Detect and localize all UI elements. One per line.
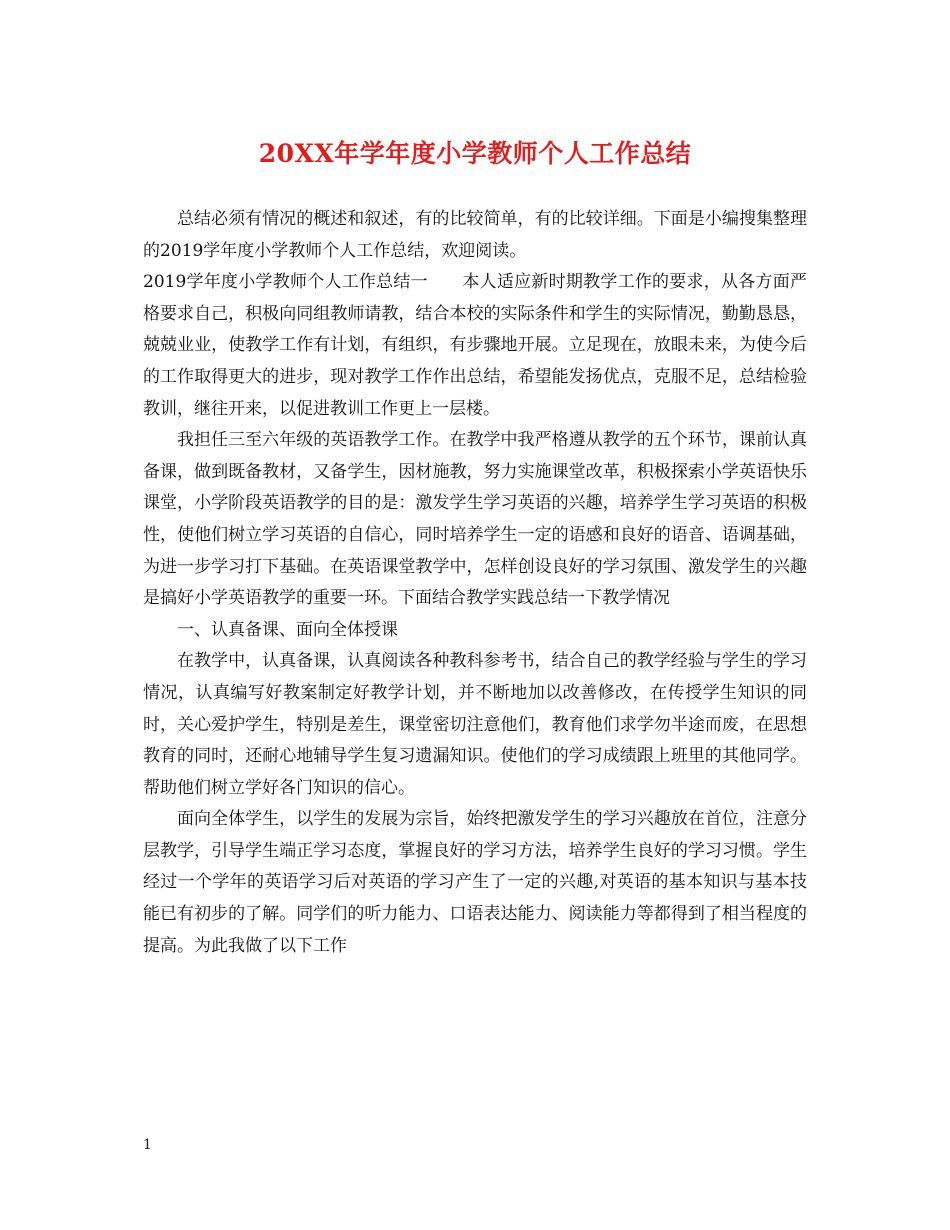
section-heading-one: 一、认真备课、面向全体授课 [177, 619, 398, 640]
paragraph-summary-one: 2019学年度小学教师个人工作总结一 本人适应新时期教学工作的要求，从各方面严格要求自己，积极向同组教师请教，结合本校的实际条件和学生的实际情况，勤勤恳恳，兢兢业业，使教学工作有计划，有组织，有步骤地开展。立足现在，放眼未来，为使今后的工作取得更大的进步，现对教学工作作出总结，希望能发扬优点，克服不足，总结检验教训，继往开来，以促进教训工作更上一层楼。 [143, 272, 807, 419]
document-body [143, 204, 807, 962]
paragraph-whole-class: 面向全体学生，以学生的发展为宗旨，始终把激发学生的学习兴趣放在首位，注意分层教学，引导学生端正学习态度，掌握良好的学习方法，培养学生良好的学习习惯。学生经过一个学年的英语学习后对英语的学习产生了一定的兴趣,对英语的基本知识与基本技能已有初步的了解。同学们的听力能力、口语表达能力、阅读能力等都得到了相当程度的提高。为此我做了以下工作 [143, 809, 807, 956]
document-title: 20XX年学年度小学教师个人工作总结 [258, 139, 692, 168]
paragraph-lesson-preparation: 在教学中，认真备课，认真阅读各种教科参考书，结合自己的教学经验与学生的学习情况，认真编写好教案制定好教学计划，并不断地加以改善修改，在传授学生知识的同时，关心爱护学生，特别是差生，课堂密切注意他们，教育他们求学勿半途而废，在思想教育的同时，还耐心地辅导学生复习遗漏知识。使他们的学习成绩跟上班里的其他同学。帮助他们树立学好各门知识的信心。 [143, 651, 807, 798]
page-number: 1 [143, 1137, 152, 1153]
paragraph-intro: 总结必须有情况的概述和叙述，有的比较简单，有的比较详细。下面是小编搜集整理的2019学年度小学教师个人工作总结，欢迎阅读。 [143, 209, 807, 261]
paragraph-english-teaching: 我担任三至六年级的英语教学工作。在教学中我严格遵从教学的五个环节，课前认真备课，做到既备教材，又备学生，因材施教，努力实施课堂改革，积极探索小学英语快乐课堂，小学阶段英语教学的目的是：激发学生学习英语的兴趣，培养学生学习英语的积极性，使他们树立学习英语的自信心，同时培养学生一定的语感和良好的语音、语调基础，为进一步学习打下基础。在英语课堂教学中，怎样创设良好的学习氛围、激发学生的兴趣是搞好小学英语教学的重要一环。下面结合教学实践总结一下教学情况 [143, 430, 807, 609]
